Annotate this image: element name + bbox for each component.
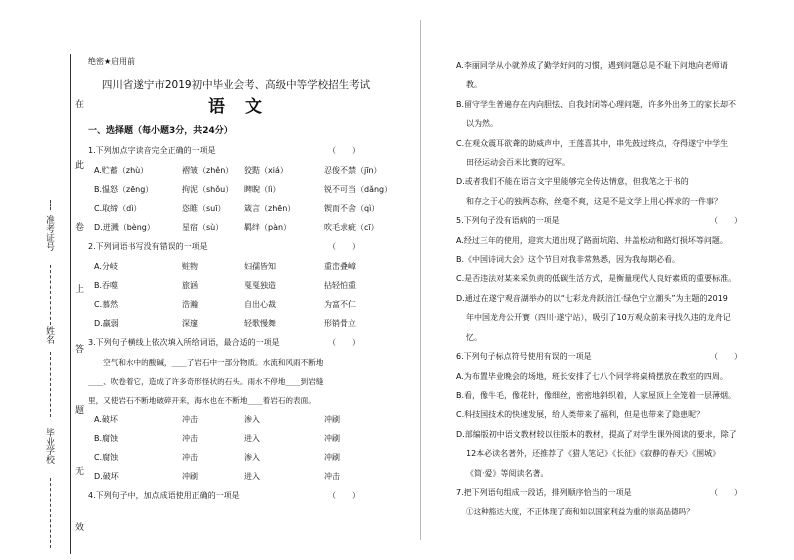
question-1-options: A.贮蓄（zhù） 褶皱（zhěn） 狡黠（xiá） 忍俊不禁（jīn） B.愠怒（zēng） 拘泥（shǒu） 睥睨（lì） 锐不可当（dǎng） C.取缔（dì） 恣睢（suī） 箴言（zhēn） 锲而不舍（qì） D.迸溅（bèng） 星宿（sù） 羁绊（pàn） 吹毛求疵（cī） — [94, 166, 393, 232]
q7-item-1: ①这种豁达大度，不正体现了商和如以国家利益为重的崇高品德吗？ — [466, 507, 694, 517]
q5-option-d: D.通过在遂宁观音湖举办的以“七彩龙舟跃涪江·绿色宁立潮头”为主题的2019 — [456, 293, 728, 303]
q4-option-c: C.在观众震耳欲聋的助威声中，王莲喜其中，串先鼓过终点，夺得遂宁中学生 — [456, 138, 729, 148]
q4-option-a: A.李丽同学从小就养成了勤学好问的习惯，遇到问题总是不耻下问地向老师请 — [456, 61, 728, 70]
exam-title: 四川省遂宁市2019初中毕业会考、高级中等学校招生考试 — [101, 79, 371, 91]
seal-char: 无 — [75, 467, 85, 477]
seal-char: 答 — [75, 345, 85, 355]
question-3-stem: 3.下列句子横线上依次填入所给词语，最合适的一项是 （ ） — [88, 338, 360, 347]
secret-mark: 绝密★启用前 — [88, 57, 136, 66]
label-name: 姓名 — [44, 326, 54, 344]
q5-option-b: B.《中国诗词大会》这个节目对我非常熟悉，因为我每期必看。 — [456, 255, 681, 265]
column-divider — [420, 20, 421, 540]
label-school: 毕业学校 — [44, 428, 54, 464]
question-7-stem: 7.把下列语句组成一段话，排列顺序恰当的一项是 （ ） — [456, 487, 742, 497]
seal-char: 卷 — [75, 223, 85, 233]
question-5-stem: 5.下列句子没有语病的一项是 （ ） — [456, 216, 742, 226]
question-3-options: A.破坏 冲击 渗入 冲刷 B.腐蚀 冲击 进入 冲刷 C.腐蚀 冲击 渗入 冲刷 D.破坏 冲刷 进入 冲击 — [94, 415, 340, 481]
binding-margin — [14, 40, 85, 555]
q6-option-a: A.为布置毕业晚会的场地，班长安排了七八个同学将桌椅摆放在教室的四周。 — [456, 371, 728, 381]
left-column — [88, 56, 393, 506]
question-6-stem: 6.下列句子标点符号使用有误的一项是 （ ） — [456, 352, 742, 362]
question-4-stem: 4.下列句子中，加点成语使用正确的一项是 （ ） — [88, 491, 360, 500]
question-2-options: A.分岐 赃物 妇孺皆知 重峦叠嶂 B.吞噬 旅涵 戛戛独造 拈轻怕重 C.慕然 浩瀚 自出心裁 为富不仁 D.羸弱 深邃 轻歌慢舞 形销骨立 — [94, 262, 356, 328]
q5-option-a: A.经过三年的使用，迎宾大道出现了路面坑陷、井盖松动和路灯损坏等问题。 — [456, 235, 728, 245]
q4-option-d: D.或者我们不能在语言文字里能够完全传达情意，但我笔之于书的 — [456, 177, 689, 187]
right-column: A.李丽同学从小就养成了勤学好问的习惯，遇到问题总是不耻下问地向老师请 教。 B.留守学生普遍存在内向胆怯、自我封闭等心理问题，许多外出务工的家长却不 以为然。 C.在观众震耳欲聋的助威声中，王莲喜其中，串先鼓过终点，夺得遂宁中学生 田径运动会百米比赛的冠军。 D.或者我们不能在语言文字里能够完全传达情意，但我笔之于书的 和存之于心的独两态称，丝毫不爽，这是不是文学上用心挥求的一件事？ 5.下列句子没有语病的一项是 （ ） A.经过三年的使用，迎宾大道出现了路面坑陷、井盖松动和路灯损坏等问题。 B.《中国诗词大会》这个节目对我非常熟悉，因为我每期必看。 C.是否违法对某来采负责的低碳生活方式，是衡量现代人良好素质的重要标准。 D.通过在遂宁观音湖举办的以“七彩龙舟跃涪江·绿色宁立潮头”为主题的2019 年中国龙舟公开赛（四川·遂宁站），吸引了10万观众前来寻找久违的龙舟记 忆。 6.下列句子标点符号使用有误的一项是 （ ） A.为布置毕业晚会的场地，班长安排了七八个同学将桌椅摆放在教室的四周。 B.看，像牛毛，像花针，像细丝，密密地斜织着，人家屋顶上全笼着一层薄烟。 C.科技国技术的快速发展，给人类带来了福利，但是也带来了隐患呢？ D.部编版初中语文教材较以往版本的教材，提高了对学生课外阅读的要求，除了 12本必读名著外，还推荐了《猎人笔记》《长征》《寂静的春天》《围城》 《简·爱》等阅读名著。 7.把下列语句组成一段话，排列顺序恰当的一项是 （ ） ①这种豁达大度，不正体现了商和如以国家利益为重的崇高品德吗？ — [456, 56, 756, 522]
question-2-stem: 2.下列词语书写没有错误的一项是 （ ） — [88, 242, 360, 251]
q6-option-c: C.科技国技术的快速发展，给人类带来了福利，但是也带来了隐患呢？ — [456, 410, 705, 420]
subject-title: 语文 — [208, 97, 282, 117]
question-3-passage: 空气和水中的酸碱，____了岩石中一部分物质。水流和风雨不断地 ____、吹卷着它，造成了许多奇形怪状的石头。雨水不停地____到岩缝 里，又使岩石不断地破碎开来，海水也在不断地____着岩石的表面。 — [88, 358, 324, 405]
seal-char: 效 — [75, 523, 85, 533]
seal-char: 此 — [75, 161, 85, 171]
q4-option-b: B.留守学生普遍存在内向胆怯、自我封闭等心理问题，许多外出务工的家长却不 — [456, 99, 737, 109]
seal-char: 上 — [75, 285, 85, 295]
q5-option-c: C.是否违法对某来采负责的低碳生活方式，是衡量现代人良好素质的重要标准。 — [456, 274, 737, 284]
seal-char: 在 — [75, 100, 85, 110]
seal-char: 题 — [75, 406, 85, 416]
q6-option-d: D.部编版初中语文教材较以往版本的教材，提高了对学生课外阅读的要求，除了 — [456, 429, 737, 439]
question-1-stem: 1.下列加点字读音完全正确的一项是 （ ） — [88, 146, 360, 155]
section-heading: 一、选择题（每小题3分，共24分） — [88, 126, 233, 136]
q6-option-b: B.看，像牛毛，像花针，像细丝，密密地斜织着，人家屋顶上全笼着一层薄烟。 — [456, 390, 737, 400]
label-exam-number: 准考证号 — [44, 215, 54, 251]
